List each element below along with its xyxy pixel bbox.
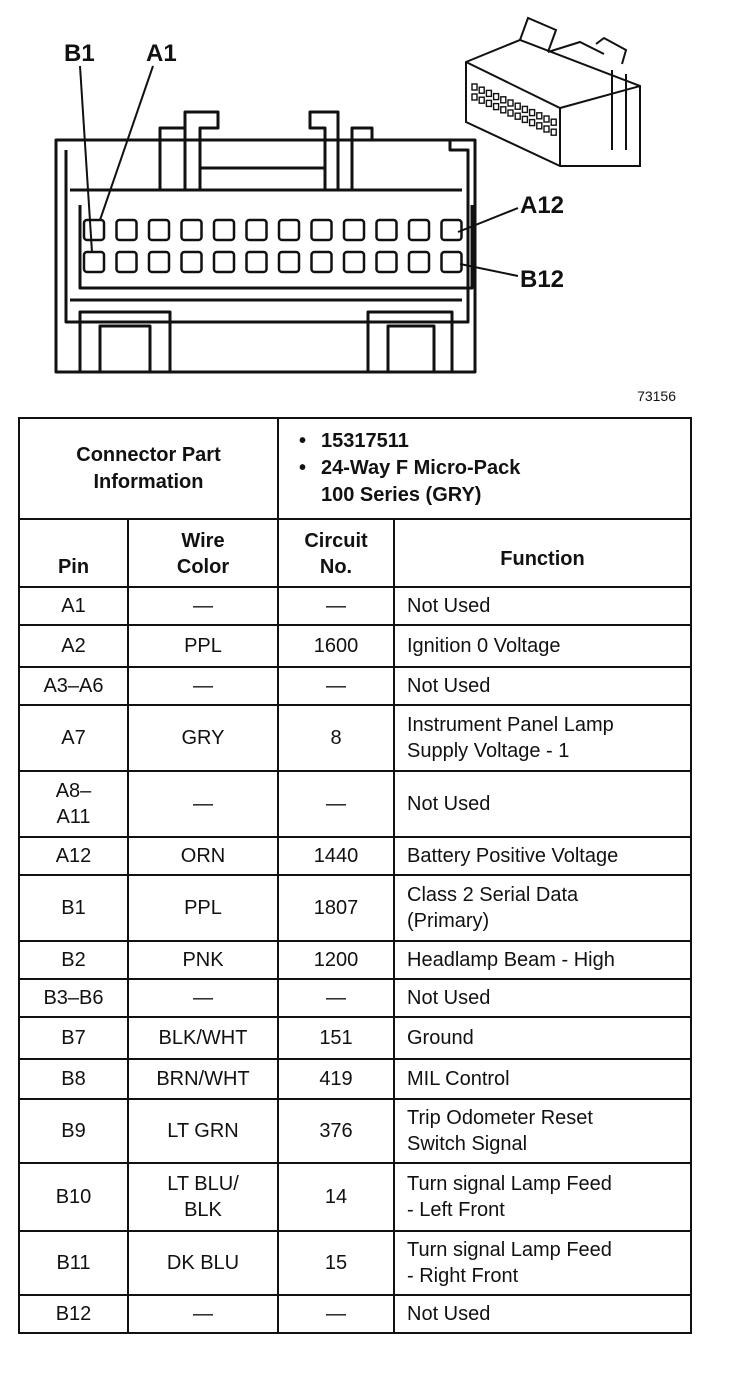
function-cell: Ground	[394, 1017, 691, 1059]
sketch-pin-cavity	[479, 97, 484, 103]
table-row	[19, 667, 691, 705]
function-cell: Headlamp Beam - High	[394, 941, 691, 979]
function-cell: Instrument Panel Lamp Supply Voltage - 1	[394, 705, 691, 771]
function-cell: Not Used	[394, 587, 691, 625]
pin-cell: B2	[19, 941, 128, 979]
connector-diagram	[0, 0, 736, 400]
connector-type-line1: 24-Way F Micro-Pack	[321, 457, 521, 479]
pin-cavity	[312, 252, 332, 272]
circuit-cell: —	[278, 1295, 394, 1333]
info-label-line2: Information	[93, 470, 204, 493]
info-label-line1: Connector Part	[76, 443, 221, 466]
table-header-row	[19, 519, 691, 587]
table-row	[19, 625, 691, 667]
pin-cavity	[182, 220, 202, 240]
function-cell: Not Used	[394, 1295, 691, 1333]
circuit-cell: 151	[278, 1017, 394, 1059]
label-b12: B12	[520, 266, 565, 293]
pin-cavity	[84, 252, 104, 272]
pin-cavity	[149, 220, 169, 240]
sketch-pin-cavity	[515, 103, 520, 109]
circuit-cell: —	[278, 587, 394, 625]
sketch-pin-cavity	[472, 94, 477, 100]
function-cell: Ignition 0 Voltage	[394, 625, 691, 667]
sketch-pin-cavity	[472, 84, 477, 90]
table-row	[19, 587, 691, 625]
pin-cavity	[214, 220, 234, 240]
sketch-pin-cavity	[544, 116, 549, 122]
wire-color-cell: —	[128, 667, 278, 705]
wire-color-cell: —	[128, 587, 278, 625]
label-a12: A12	[520, 192, 565, 219]
circuit-cell: —	[278, 979, 394, 1017]
connector-info-label	[19, 418, 278, 519]
function-cell: Not Used	[394, 667, 691, 705]
pin-cell: A2	[19, 625, 128, 667]
pin-cavity	[409, 220, 429, 240]
circuit-cell: —	[278, 771, 394, 837]
circuit-cell: 419	[278, 1059, 394, 1099]
pin-cavity	[344, 252, 364, 272]
connector-type-line2: 100 Series (GRY)	[321, 484, 482, 506]
wire-color-cell: —	[128, 1295, 278, 1333]
function-cell: Turn signal Lamp Feed - Left Front	[394, 1163, 691, 1231]
connector-info-details	[278, 418, 691, 519]
pin-cell: B8	[19, 1059, 128, 1099]
sketch-pin-cavity	[501, 107, 506, 113]
wire-color-cell: —	[128, 771, 278, 837]
pin-cell: A12	[19, 837, 128, 875]
header-function: Function	[394, 519, 691, 587]
wire-color-cell: LT GRN	[128, 1099, 278, 1163]
sketch-pin-cavity	[551, 129, 556, 135]
table-row	[19, 875, 691, 941]
sketch-pin-cavity	[537, 113, 542, 119]
pin-cavity	[442, 252, 462, 272]
sketch-pin-cavity	[508, 110, 513, 116]
table-row	[19, 979, 691, 1017]
table-row	[19, 1231, 691, 1295]
circuit-cell: —	[278, 667, 394, 705]
circuit-cell: 1600	[278, 625, 394, 667]
pin-cavity	[344, 220, 364, 240]
pin-cell: A8– A11	[19, 771, 128, 837]
circuit-cell: 14	[278, 1163, 394, 1231]
sketch-pin-cavity	[486, 100, 491, 106]
sketch-pin-cavity	[522, 106, 527, 112]
pin-cavity	[247, 252, 267, 272]
pin-cavity	[117, 220, 137, 240]
table-row	[19, 1163, 691, 1231]
bullet-icon: •	[299, 430, 307, 452]
connector-info-row	[19, 418, 691, 519]
connector-pin-table	[18, 417, 692, 1334]
sketch-pin-cavity	[522, 116, 527, 122]
pin-cavity	[117, 252, 137, 272]
sketch-pin-cavity	[494, 104, 499, 110]
wire-color-cell: PPL	[128, 625, 278, 667]
sketch-pin-cavity	[479, 87, 484, 93]
pin-cavity	[377, 220, 397, 240]
table-row	[19, 837, 691, 875]
pin-cell: B9	[19, 1099, 128, 1163]
header-wire-color: Wire Color	[128, 519, 278, 587]
pin-cell: B3–B6	[19, 979, 128, 1017]
function-cell: Battery Positive Voltage	[394, 837, 691, 875]
table-row	[19, 771, 691, 837]
wire-color-cell: PNK	[128, 941, 278, 979]
pin-cavity	[182, 252, 202, 272]
wire-color-cell: DK BLU	[128, 1231, 278, 1295]
function-cell: Turn signal Lamp Feed - Right Front	[394, 1231, 691, 1295]
label-a1: A1	[146, 40, 177, 67]
pin-cell: A3–A6	[19, 667, 128, 705]
sketch-pin-cavity	[486, 90, 491, 96]
pin-cavity	[442, 220, 462, 240]
circuit-cell: 15	[278, 1231, 394, 1295]
table-row	[19, 705, 691, 771]
table-row	[19, 1059, 691, 1099]
table-row	[19, 1099, 691, 1163]
table-row	[19, 941, 691, 979]
pin-cavity	[409, 252, 429, 272]
pin-cell: B12	[19, 1295, 128, 1333]
sketch-pin-cavity	[551, 119, 556, 125]
sketch-pin-cavity	[544, 126, 549, 132]
pin-cell: B1	[19, 875, 128, 941]
wire-color-cell: LT BLU/ BLK	[128, 1163, 278, 1231]
wire-color-cell: BRN/WHT	[128, 1059, 278, 1099]
header-circuit: Circuit No.	[278, 519, 394, 587]
circuit-cell: 376	[278, 1099, 394, 1163]
wire-color-cell: BLK/WHT	[128, 1017, 278, 1059]
table-row	[19, 1295, 691, 1333]
sketch-pin-cavity	[501, 97, 506, 103]
function-cell: Class 2 Serial Data (Primary)	[394, 875, 691, 941]
pin-cavity	[214, 252, 234, 272]
wire-color-cell: ORN	[128, 837, 278, 875]
table-row	[19, 1017, 691, 1059]
sketch-pin-cavity	[537, 123, 542, 129]
wire-color-cell: PPL	[128, 875, 278, 941]
pin-cell: B10	[19, 1163, 128, 1231]
function-cell: MIL Control	[394, 1059, 691, 1099]
function-cell: Not Used	[394, 771, 691, 837]
wire-color-cell: GRY	[128, 705, 278, 771]
latch-right	[310, 112, 338, 190]
sketch-pin-cavity	[515, 113, 520, 119]
circuit-cell: 8	[278, 705, 394, 771]
sketch-pin-cavity	[494, 94, 499, 100]
pin-cavity	[149, 252, 169, 272]
sketch-pin-cavity	[530, 120, 535, 126]
bullet-icon: •	[299, 457, 307, 479]
pin-cell: A7	[19, 705, 128, 771]
latch-left	[185, 112, 218, 190]
connector-perspective-sketch	[466, 18, 640, 166]
sketch-pin-cavity	[508, 100, 513, 106]
pin-cell: A1	[19, 587, 128, 625]
circuit-cell: 1440	[278, 837, 394, 875]
part-number: 15317511	[321, 430, 409, 452]
pin-cell: B11	[19, 1231, 128, 1295]
header-pin: Pin	[19, 519, 128, 587]
pin-cavity	[279, 252, 299, 272]
pin-cavity	[312, 220, 332, 240]
function-cell: Trip Odometer Reset Switch Signal	[394, 1099, 691, 1163]
pin-cell: B7	[19, 1017, 128, 1059]
sketch-pin-cavity	[530, 110, 535, 116]
pin-cavity	[84, 220, 104, 240]
circuit-cell: 1200	[278, 941, 394, 979]
label-b1: B1	[64, 40, 95, 67]
pin-cavity	[247, 220, 267, 240]
function-cell: Not Used	[394, 979, 691, 1017]
wire-color-cell: —	[128, 979, 278, 1017]
figure-number: 73156	[637, 388, 676, 404]
circuit-cell: 1807	[278, 875, 394, 941]
pin-cavity	[279, 220, 299, 240]
pin-cavity	[377, 252, 397, 272]
